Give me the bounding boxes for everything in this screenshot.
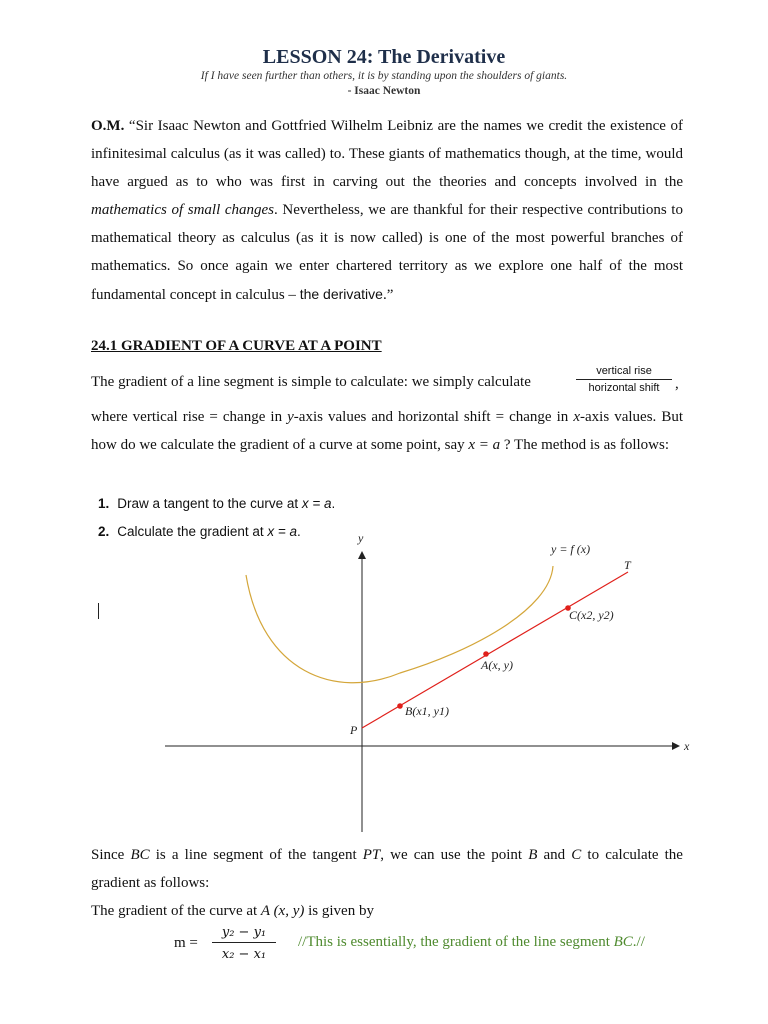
section-heading: 24.1 GRADIENT OF A CURVE AT A POINT: [91, 338, 382, 354]
tangent-label: T: [624, 558, 631, 572]
point-a-label: A(x, y): [481, 658, 513, 672]
epigraph-quote: If I have seen further than others, it is by standing upon the shoulders of giants.: [200, 70, 568, 82]
section-math: x = a: [468, 437, 501, 453]
after-var: B: [528, 847, 538, 863]
point-b-label: B(x1, y1): [405, 704, 449, 718]
fraction-comma: ,: [675, 376, 679, 392]
section-text: ? The method is as follows:: [500, 437, 670, 453]
after-text: to calculate the gradient as follows:: [91, 847, 683, 891]
comment-text: //This is essentially, the gradient of the line segment: [298, 934, 614, 950]
step-math: x = a: [267, 524, 298, 539]
formula-lhs: m =: [174, 935, 198, 951]
after-text: is a line segment of the tangent: [149, 847, 363, 863]
section-line-1: The gradient of a line segment is simple to calculate: we simply calculate: [91, 374, 531, 390]
point-a: [483, 651, 489, 657]
fraction-numerator: vertical rise: [576, 365, 672, 380]
curve-label: y = f (x): [551, 542, 591, 556]
after-text: , we can use the point: [380, 847, 529, 863]
section-text: But how do we calculate the gradient of a curve at some point, say: [91, 409, 684, 453]
comment-end: .//: [632, 934, 645, 950]
point-p-label: P: [350, 723, 358, 737]
step-number: 1.: [98, 496, 110, 511]
section-var-y: y: [287, 409, 294, 425]
after-paragraph: [91, 841, 683, 897]
formula-denominator: x₂ − x₁: [221, 947, 267, 962]
intro-text-1: “Sir Isaac Newton and Gottfried Wilhelm Leibniz are the names we credit the existence of infinitesimal calculus (as it was called) to. These giants of mathematics though, at the time, would have argued as to who was first in carving out the theories and concepts involved in the: [91, 118, 683, 190]
intro-text-2: . Nevertheless, we are thankful for their respective contributions to mathematical theory as calculus (as it is now called) is one of the most powerful branches of mathematics. So once again we enter chartered territory as we explore one half of the most fundamental concept in calculus –: [91, 202, 683, 303]
fraction-denominator: horizontal shift: [588, 382, 660, 394]
point-c-label: C(x2, y2): [569, 608, 614, 622]
after-var: C: [571, 847, 582, 863]
section-text: where vertical rise = change in: [91, 409, 288, 425]
after-line-2: [91, 897, 683, 925]
comment-var: BC: [613, 934, 633, 950]
section-text: -axis values and horizontal shift = change in: [293, 409, 574, 425]
step-end: .: [297, 524, 301, 539]
after-text: Since: [91, 847, 131, 863]
section-var-x: x: [573, 409, 581, 425]
formula-comment: [298, 934, 645, 951]
point-b: [397, 703, 403, 709]
section-text: -axis values.: [580, 409, 657, 425]
y-axis-label: y: [358, 531, 364, 545]
intro-emphasis: mathematics of small changes: [91, 202, 275, 218]
after-text: The gradient of the curve at: [91, 903, 261, 919]
intro-text-3: .”: [382, 287, 394, 303]
after-text: and: [537, 847, 572, 863]
after-var: BC: [130, 847, 150, 863]
step-text: Calculate the gradient at: [117, 524, 268, 539]
step-text: Draw a tangent to the curve at: [117, 496, 302, 511]
epigraph-author: - Isaac Newton: [347, 85, 421, 97]
after-var: A (x, y): [260, 903, 305, 919]
after-var: PT: [362, 847, 381, 863]
after-text: is given by: [304, 903, 374, 919]
x-axis-label: x: [684, 739, 690, 753]
intro-label: O.M.: [91, 118, 125, 134]
step-end: .: [331, 496, 336, 511]
formula-numerator: y₂ − y₁: [212, 925, 276, 943]
lesson-title: LESSON 24: The Derivative: [262, 46, 506, 68]
step-number: 2.: [98, 524, 110, 539]
step-math: x = a: [301, 496, 332, 511]
intro-concept: the derivative: [299, 286, 383, 302]
